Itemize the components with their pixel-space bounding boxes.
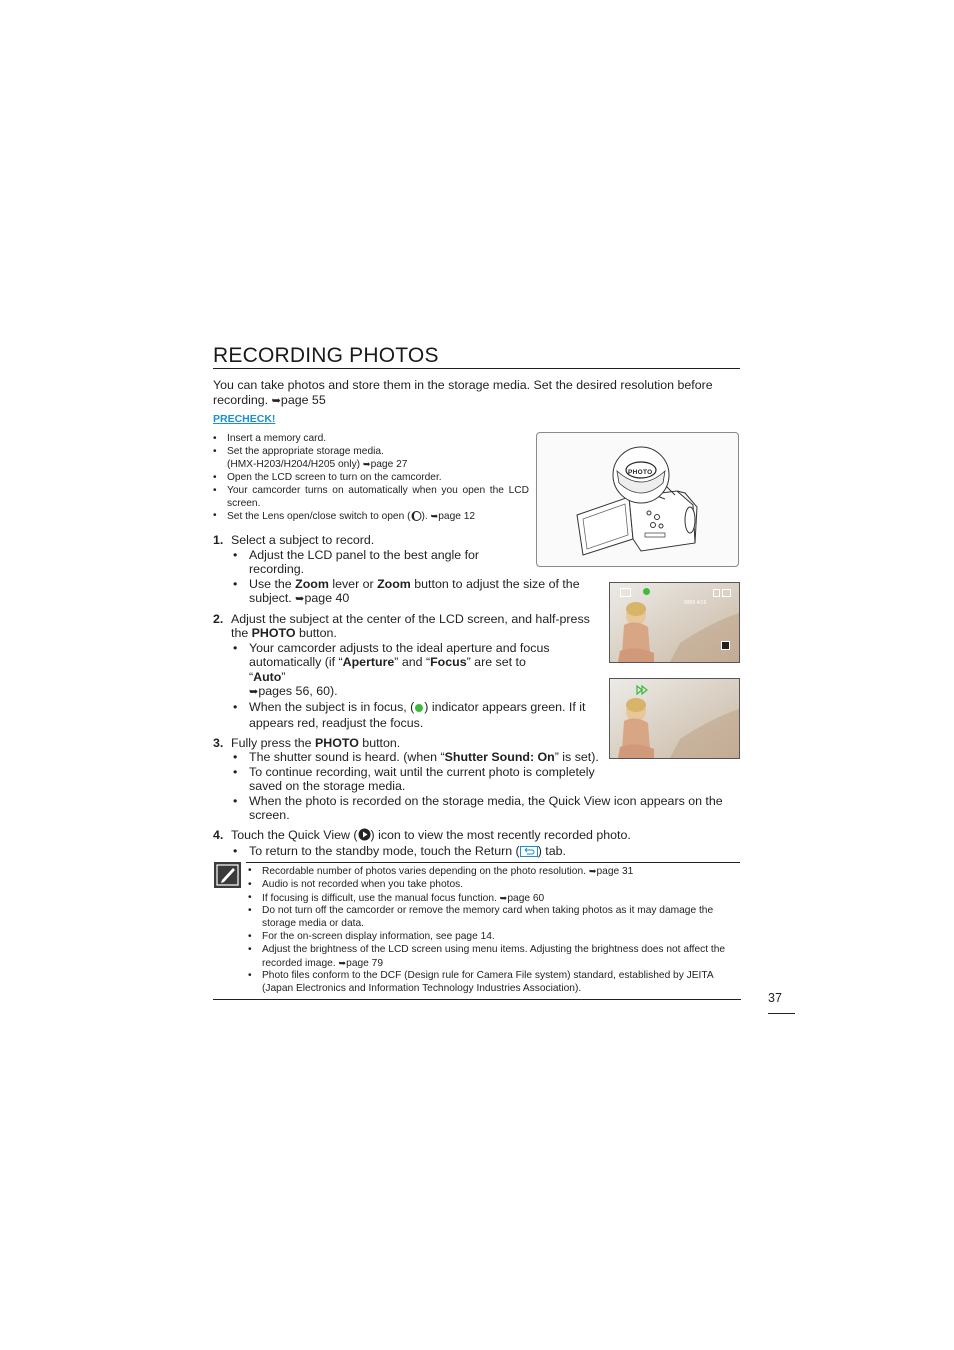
page-number-underline: [768, 1013, 795, 1014]
bullet-text: When the photo is recorded on the storage media, the Quick View icon appears on the screen.: [249, 793, 723, 822]
list-item: [231, 765, 601, 794]
bullet-ref: pages 56, 60).: [258, 684, 338, 698]
page-ref-arrow-icon: ➥: [249, 686, 259, 698]
step-number: 2.: [213, 611, 224, 626]
bullet-text: ” are set to “: [249, 655, 526, 684]
bullet-bold: Shutter Sound: On: [444, 750, 555, 764]
note-text: Recordable number of photos varies depending on the photo resolution.: [262, 866, 586, 877]
precheck-item-text: Set the appropriate storage media.: [227, 445, 384, 457]
note-text: Audio is not recorded when you take photos.: [262, 878, 464, 890]
bullet-text: To continue recording, wait until the current photo is completely saved on the storage media.: [249, 764, 595, 793]
step-bold: PHOTO: [251, 626, 296, 640]
list-item: [248, 879, 741, 892]
bullet-text: lever or: [328, 576, 378, 591]
note-text: Photo files conform to the DCF (Design rule for Camera File system) standard, established by JEITA (Japan Electronics and Information Technology Industries Association).: [262, 970, 714, 995]
step-text: Touch the Quick View (: [231, 827, 358, 842]
steps-section: [213, 533, 743, 861]
step-bold: PHOTO: [315, 735, 359, 750]
list-item: [231, 750, 609, 765]
page-ref-arrow-icon: ➥: [271, 394, 281, 407]
page-number: 37: [768, 991, 782, 1005]
precheck-item-text: Insert a memory card.: [227, 433, 327, 444]
list-item: [213, 433, 529, 446]
step-4: [213, 828, 743, 861]
bullet-text: ) indicator appears green. If it appears red, readjust the focus.: [249, 699, 586, 730]
list-item: [231, 844, 743, 861]
note-text: Adjust the brightness of the LCD screen using menu items. Adjusting the brightness does not affect the recorded image.: [262, 943, 726, 969]
list-item: [248, 931, 741, 944]
note-ref: page 60: [507, 892, 545, 904]
list-item: [231, 794, 741, 823]
step-3: [213, 736, 743, 823]
lens-switch-icon: [411, 511, 422, 526]
note-pencil-icon: [214, 862, 241, 888]
list-item: [248, 892, 741, 906]
bullet-text: button to adjust the size of the subject.: [249, 576, 580, 605]
bullet-bold: Aperture: [342, 655, 395, 669]
bullet-text: Your camcorder adjusts to the ideal aperture and focus automatically (if “: [249, 640, 550, 669]
precheck-item-text: Set the Lens open/close switch to open (: [227, 511, 411, 523]
precheck-item-text: Your camcorder turns on automatically when you open the LCD screen.: [227, 484, 529, 509]
bullet-bold: Zoom: [377, 576, 411, 591]
precheck-item-ref: page 27: [370, 459, 408, 471]
list-item: [231, 577, 589, 607]
page-ref-arrow-icon: ➥: [430, 511, 439, 522]
note-ref: page 31: [596, 866, 634, 877]
step-text: button.: [358, 735, 401, 750]
step-text: Fully press the: [231, 735, 316, 750]
list-item: [213, 446, 529, 472]
footer-divider: [213, 999, 741, 1000]
title-divider: [213, 368, 740, 369]
bullet-text: The shutter sound is heard. (when “: [249, 750, 445, 764]
return-tab-icon[interactable]: [520, 846, 538, 861]
list-item: [248, 944, 741, 971]
step-text: Select a subject to record.: [231, 533, 375, 547]
note-ref: page 79: [346, 957, 383, 969]
list-item: [248, 905, 741, 931]
step-text: ) icon to view the most recently recorded photo.: [370, 827, 631, 842]
page-ref-arrow-icon: ➥: [499, 892, 508, 903]
bullet-text: ” is set).: [554, 750, 599, 764]
page-title: RECORDING PHOTOS: [213, 344, 439, 367]
step-number: 1.: [213, 533, 224, 547]
step-text: button.: [295, 626, 337, 640]
precheck-item-text: ).: [421, 511, 428, 523]
step-1: [213, 533, 743, 607]
intro-ref: page 55: [280, 392, 326, 407]
step-number: 3.: [213, 735, 224, 750]
bullet-bold: Zoom: [295, 576, 329, 591]
precheck-item-text: Open the LCD screen to turn on the camcorder.: [227, 472, 442, 484]
list-item: [231, 548, 494, 577]
bullet-text: Use the: [249, 576, 296, 591]
list-item: [248, 865, 741, 879]
intro-text: You can take photos and store them in the storage media. Set the desired resolution before recording.: [213, 378, 713, 407]
step-number: 4.: [213, 827, 224, 842]
list-item: [231, 700, 589, 731]
notes-list: [248, 865, 741, 996]
bullet-text: ) tab.: [537, 844, 566, 858]
precheck-item-text: (HMX-H203/H204/H205 only): [227, 459, 361, 471]
list-item: [248, 970, 741, 996]
bullet-bold: Focus: [430, 655, 467, 669]
note-text: For the on-screen display information, see page 14.: [262, 930, 495, 942]
note-text: If focusing is difficult, use the manual focus function.: [262, 892, 497, 904]
bullet-ref: page 40: [304, 591, 350, 605]
step-2: [213, 612, 597, 731]
list-item: [231, 641, 564, 700]
bullet-text: ” and “: [394, 655, 431, 669]
quick-view-icon[interactable]: [358, 828, 371, 845]
bullet-text: To return to the standby mode, touch the Return (: [249, 844, 520, 858]
list-item: [213, 485, 529, 510]
precheck-list: [213, 433, 529, 526]
list-item: [213, 510, 529, 526]
page-ref-arrow-icon: ➥: [362, 459, 371, 470]
notes-divider: [246, 862, 740, 863]
page-ref-arrow-icon: ➥: [295, 593, 305, 605]
focus-dot-icon: [414, 702, 424, 717]
precheck-heading[interactable]: PRECHECK!: [213, 413, 276, 425]
page-ref-arrow-icon: ➥: [588, 866, 597, 876]
note-text: Do not turn off the camcorder or remove the memory card when taking photos as it may damage the storage media or data.: [262, 905, 714, 930]
photo-button-label: PHOTO: [628, 469, 653, 476]
intro-paragraph: [213, 378, 743, 408]
photo-counter: 9999 4/16: [684, 600, 707, 606]
bullet-text: Adjust the LCD panel to the best angle for recording.: [249, 547, 480, 576]
bullet-text: When the subject is in focus, (: [249, 699, 415, 714]
precheck-item-ref: page 12: [438, 511, 476, 523]
list-item: [213, 472, 529, 485]
step-text: Adjust the subject at the center of the LCD screen, and half-press the: [231, 611, 590, 640]
page-ref-arrow-icon: ➥: [338, 957, 347, 968]
bullet-text: ”: [281, 669, 286, 684]
bullet-bold: Auto: [253, 669, 282, 684]
